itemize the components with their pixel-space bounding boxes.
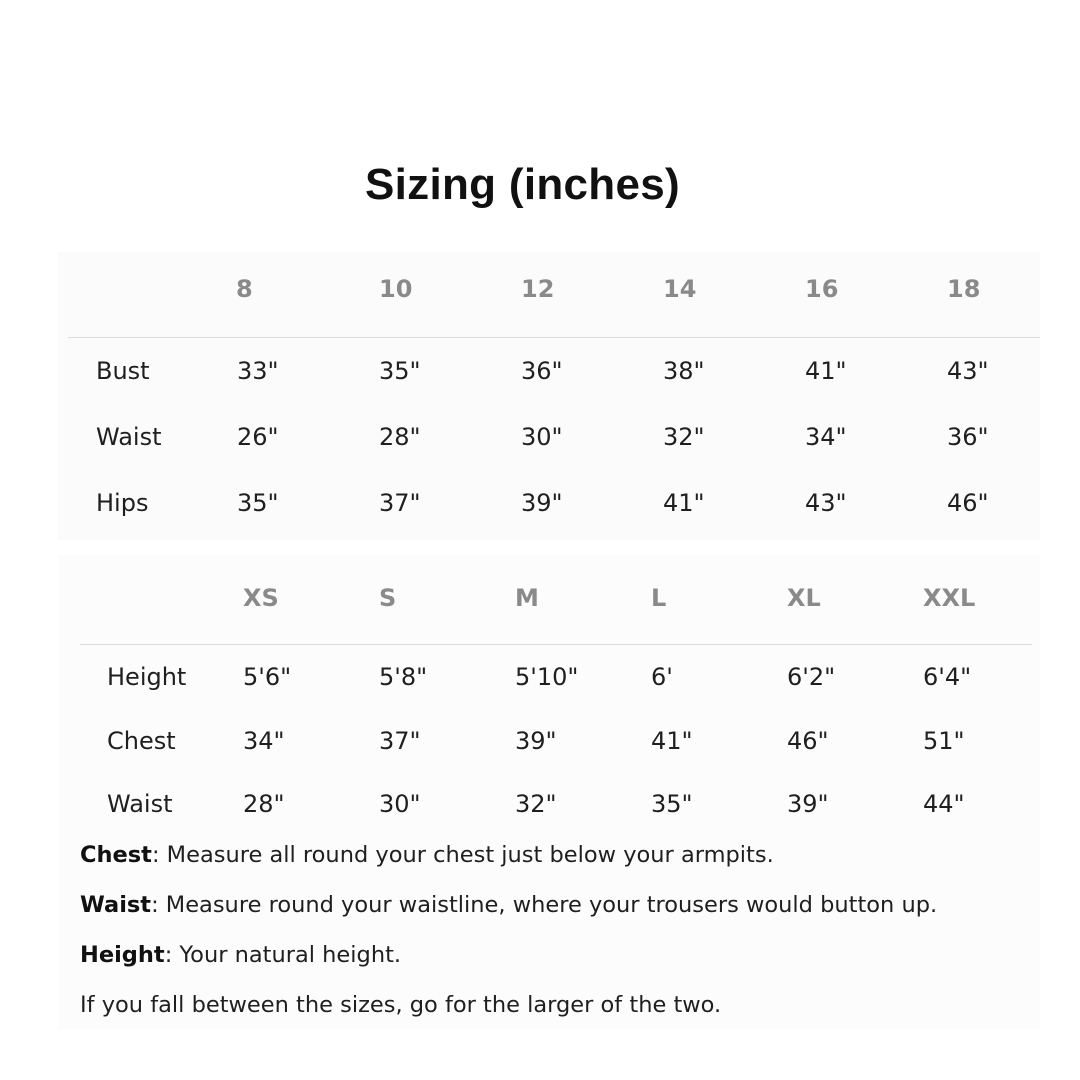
table1-cell: 35" — [237, 489, 279, 517]
table1-cell: 36" — [947, 423, 989, 451]
table2-col-header: XL — [787, 584, 821, 612]
table2-cell: 41" — [651, 727, 693, 755]
table2-col-header: M — [515, 584, 539, 612]
table2-col-header: XS — [243, 584, 279, 612]
table1-cell: 30" — [521, 423, 563, 451]
table1-cell: 43" — [947, 357, 989, 385]
table2-cell: 35" — [651, 790, 693, 818]
table1-cell: 41" — [805, 357, 847, 385]
table2-col-header: S — [379, 584, 397, 612]
note-text: : Your natural height. — [164, 942, 402, 968]
table2-cell: 46" — [787, 727, 829, 755]
table2-cell: 5'10" — [515, 663, 579, 691]
table1-cell: 43" — [805, 489, 847, 517]
table1-row-label: Bust — [96, 357, 150, 385]
table2-cell: 5'8" — [379, 663, 428, 691]
table2-cell: 5'6" — [243, 663, 292, 691]
table2-col-header: XXL — [923, 584, 976, 612]
table2-cell: 51" — [923, 727, 965, 755]
page-title: Sizing (inches) — [365, 160, 680, 209]
table2-cell: 6'4" — [923, 663, 972, 691]
table1-row-label: Hips — [96, 489, 149, 517]
table2-cell: 34" — [243, 727, 285, 755]
table1-cell: 39" — [521, 489, 563, 517]
note-term: Waist — [80, 892, 152, 918]
table1-cell: 37" — [379, 489, 421, 517]
table2-cell: 28" — [243, 790, 285, 818]
table2-cell: 37" — [379, 727, 421, 755]
table2-cell: 44" — [923, 790, 965, 818]
table1-col-header: 12 — [521, 275, 555, 303]
table1-cell: 35" — [379, 357, 421, 385]
table1-cell: 34" — [805, 423, 847, 451]
table2-cell: 30" — [379, 790, 421, 818]
table2-cell: 6' — [651, 663, 673, 691]
table1-header-divider — [68, 337, 1040, 338]
table1-col-header: 18 — [947, 275, 981, 303]
note-between-sizes — [80, 990, 721, 1020]
table2-cell: 32" — [515, 790, 557, 818]
table1-cell: 36" — [521, 357, 563, 385]
table1-cell: 38" — [663, 357, 705, 385]
table2-row-label: Height — [107, 663, 187, 691]
table1-cell: 32" — [663, 423, 705, 451]
table1-row-label: Waist — [96, 423, 162, 451]
note-waist — [80, 890, 937, 920]
table2-cell: 39" — [787, 790, 829, 818]
note-term: Chest — [80, 842, 152, 868]
note-height — [80, 940, 401, 970]
note-text: : Measure round your waistline, where your trousers would button up. — [151, 892, 938, 918]
table2-cell: 6'2" — [787, 663, 836, 691]
table1-col-header: 14 — [663, 275, 697, 303]
note-chest — [80, 840, 774, 870]
table1-col-header: 8 — [236, 275, 253, 303]
note-text: : Measure all round your chest just below your armpits. — [151, 842, 774, 868]
table1-cell: 28" — [379, 423, 421, 451]
table1-cell: 33" — [237, 357, 279, 385]
table1-cell: 41" — [663, 489, 705, 517]
table2-row-label: Chest — [107, 727, 176, 755]
table1-col-header: 10 — [379, 275, 413, 303]
note-text: If you fall between the sizes, go for the larger of the two. — [80, 992, 722, 1018]
table2-header-divider — [80, 644, 1032, 645]
table2-row-label: Waist — [107, 790, 173, 818]
table2-col-header: L — [651, 584, 667, 612]
table2-cell: 39" — [515, 727, 557, 755]
table1-cell: 46" — [947, 489, 989, 517]
note-term: Height — [80, 942, 165, 968]
table1-col-header: 16 — [805, 275, 839, 303]
table1-cell: 26" — [237, 423, 279, 451]
